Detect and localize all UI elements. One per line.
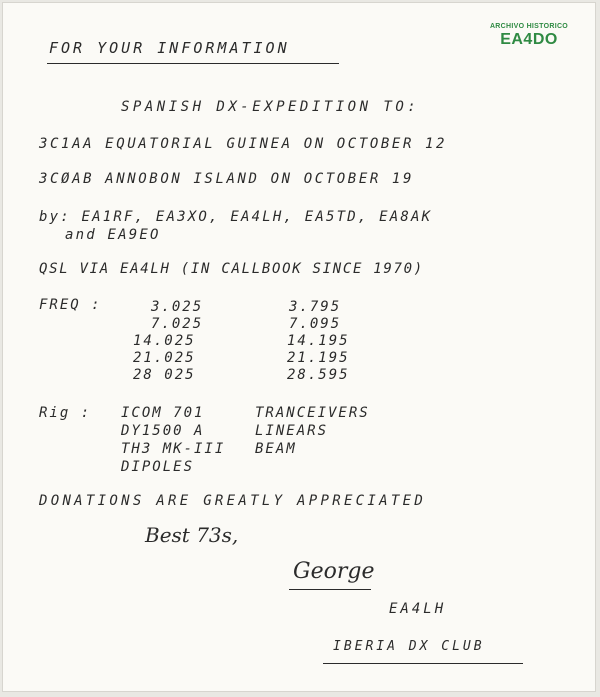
freq-cw-value: 3.025 <box>151 299 204 315</box>
freq-ssb-value: 3.795 <box>289 299 342 315</box>
freq-cw-value: 7.025 <box>151 316 204 332</box>
closing-greeting: Best 73s, <box>145 523 239 547</box>
freq-ssb-value: 14.195 <box>287 333 350 349</box>
freq-cw-value: 21.025 <box>133 350 196 366</box>
rig-item: DIPOLES <box>121 459 195 475</box>
freq-ssb-value: 28.595 <box>287 367 350 383</box>
heading-underline <box>47 63 339 64</box>
archive-stamp <box>473 23 585 49</box>
freq-cw-value: 14.025 <box>133 333 196 349</box>
donations-note: DONATIONS ARE GREATLY APPRECIATED <box>39 493 427 509</box>
qsl-info: QSL VIA EA4LH (IN CALLBOOK SINCE 1970) <box>39 261 424 277</box>
expedition-line-1: 3C1AA EQUATORIAL GUINEA ON OCTOBER 12 <box>39 136 448 152</box>
expedition-line-2: 3CØAB ANNOBON ISLAND ON OCTOBER 19 <box>39 171 414 187</box>
freq-ssb-value: 21.195 <box>287 350 350 366</box>
letter-heading: FOR YOUR INFORMATION <box>49 39 290 57</box>
club-underline <box>323 663 523 664</box>
operators-line-1: by: EA1RF, EA3XO, EA4LH, EA5TD, EA8AK <box>39 209 433 225</box>
club-name: IBERIA DX CLUB <box>333 639 485 654</box>
rig-item: ICOM 701 <box>121 405 205 421</box>
rig-item-desc: TRANCEIVERS <box>255 405 370 421</box>
rig-item-desc: LINEARS <box>255 423 329 439</box>
rig-item: DY1500 A <box>121 423 205 439</box>
rig-item: TH3 MK-III <box>121 441 226 457</box>
freq-ssb-value: 7.095 <box>289 316 342 332</box>
stamp-line2: EA4DO <box>500 31 558 48</box>
operators-line-2: and EA9EO <box>65 227 161 243</box>
stamp-line1: ARCHIVO HISTORICO <box>489 23 569 30</box>
signature: George <box>293 559 375 584</box>
freq-cw-value: 28 025 <box>133 367 196 383</box>
rig-label: Rig : <box>39 405 92 421</box>
signer-callsign: EA4LH <box>389 601 447 617</box>
freq-label: FREQ : <box>39 297 102 313</box>
signature-underline <box>289 589 371 590</box>
letter-sheet <box>2 2 596 692</box>
rig-item-desc: BEAM <box>255 441 297 457</box>
expedition-subheading: SPANISH DX-EXPEDITION TO: <box>121 99 420 115</box>
